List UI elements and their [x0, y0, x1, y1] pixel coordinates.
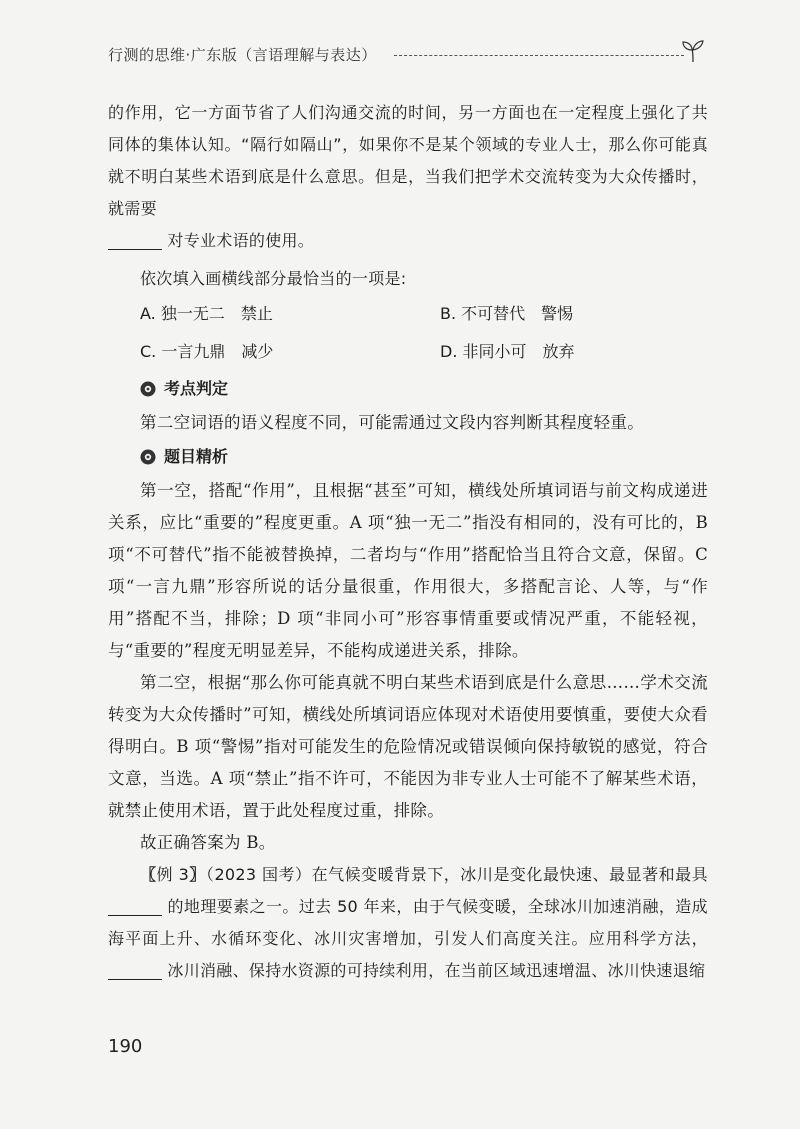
analysis-paragraph-1: 第一空，搭配“作用”，且根据“甚至”可知，横线处所填词语与前文构成递进关系，应比“重要的”程度更重。A 项“独一无二”指没有相同的，没有可比的，B 项“不可替代”指不能被替换掉，二者均与“作用”搭配恰当且符合文意，保留。C 项“一言九鼎”形容所说的话分量很重，作用很大，多搭配言论、人等，与“作用”搭配不当，排除；D 项“非同小可”形容事情重要或情况严重，不能轻视，与“重要的”程度无明显差异，不能构成递进关系，排除。 — [108, 481, 708, 660]
section-jingxi-title: 题目精析 — [164, 447, 229, 466]
intro-paragraph — [108, 97, 708, 257]
header-rule — [394, 55, 684, 56]
fill-blank — [108, 897, 162, 916]
option-b: B. 不可替代 警惕 — [440, 304, 574, 323]
question-prompt: 依次填入画横线部分最恰当的一项是: — [140, 269, 407, 288]
example-bracket-open: 〖 — [140, 865, 157, 884]
flower-badge-icon — [140, 381, 156, 397]
answer-line: 故正确答案为 B。 — [140, 833, 276, 852]
intro-end-text: 对专业术语的使用。 — [167, 231, 315, 250]
section-kaodian — [140, 371, 708, 407]
option-d: D. 非同小可 放弃 — [440, 342, 575, 361]
example-text-b: 的地理要素之一。过去 50 年来，由于气候变暖，全球冰川加速消融，造成海平面上升、水循环变化、冰川灾害增加，引发人们高度关注。应用科学方法， — [108, 897, 708, 948]
example-text-c: 冰川消融、保持水资源的可持续利用，在当前区域迅速增温、冰川快速退缩 — [167, 961, 706, 980]
flower-badge-icon — [140, 449, 156, 465]
intro-text: 的作用，它一方面节省了人们沟通交流的时间，另一方面也在一定程度上强化了共同体的集体认知。“隔行如隔山”，如果你不是某个领域的专业人士，那么你可能真就不明白某些术语到底是什么意思。但是，当我们把学术交流转变为大众传播时，就需要 — [108, 103, 708, 218]
section-jingxi — [140, 439, 708, 475]
example-paragraph — [108, 859, 708, 987]
sprout-icon — [680, 38, 706, 64]
running-header — [108, 38, 708, 68]
option-c: C. 一言九鼎 减少 — [140, 342, 274, 361]
kaodian-text: 第二空词语的语义程度不同，可能需通过文段内容判断其程度轻重。 — [140, 413, 644, 432]
fill-blank — [108, 231, 162, 250]
section-kaodian-title: 考点判定 — [164, 379, 229, 398]
page-number: 190 — [108, 1036, 143, 1057]
option-a: A. 独一无二 禁止 — [140, 304, 273, 323]
header-title: 行测的思维·广东版（言语理解与表达） — [108, 46, 377, 64]
analysis-paragraph-2: 第二空，根据“那么你可能真就不明白某些术语到底是什么意思……学术交流转变为大众传播时”可知，横线处所填词语应体现对术语使用要慎重，要使大众看得明白。B 项“警惕”指对可能发生的危险情况或错误倾向保持敏锐的感觉，符合文意，当选。A 项“禁止”指不许可，不能因为非专业人士可能不了解某些术语，就禁止使用术语，置于此处程度过重，排除。 — [108, 673, 708, 820]
example-source: （2023 国考） — [205, 865, 312, 884]
example-text-a: 在气候变暖背景下，冰川是变化最快速、最显著和最具 — [311, 865, 708, 884]
example-label: 例 3 — [156, 865, 190, 884]
fill-blank — [108, 961, 162, 980]
example-bracket-close: 〗 — [189, 865, 206, 884]
options-grid — [140, 295, 708, 371]
page-content — [108, 97, 708, 987]
